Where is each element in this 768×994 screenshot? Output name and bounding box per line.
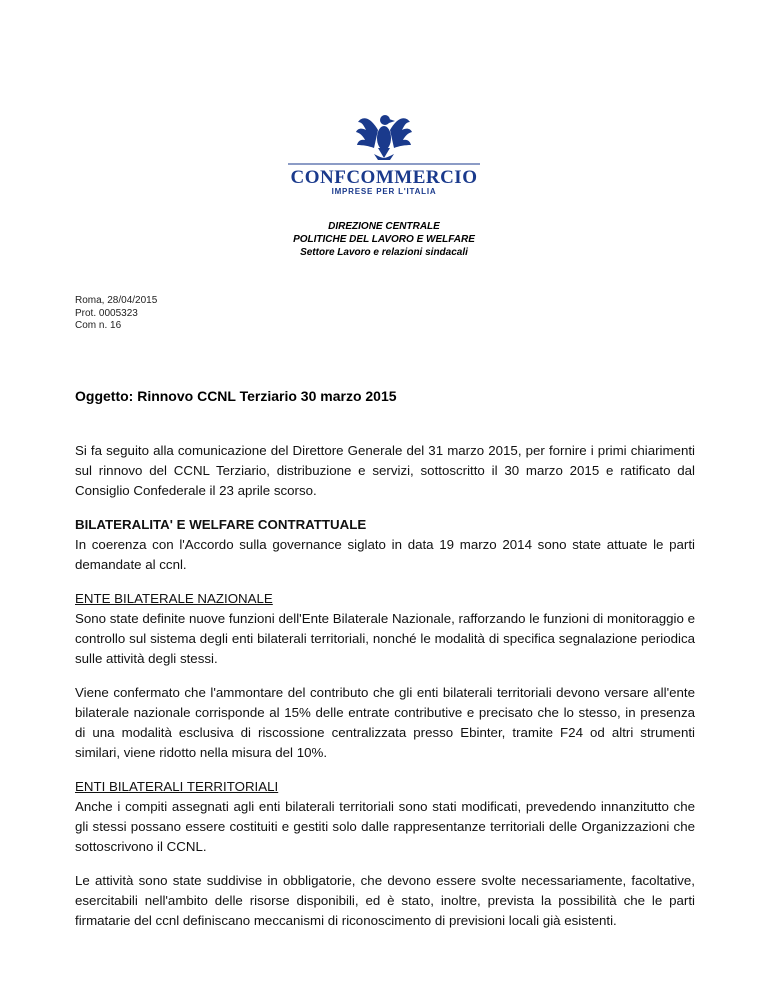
header-line-2: POLITICHE DEL LAVORO E WELFARE xyxy=(293,234,475,245)
reference-block xyxy=(75,295,157,333)
subject-line: Oggetto: Rinnovo CCNL Terziario 30 marzo 2015 xyxy=(75,388,397,404)
confcommercio-logo xyxy=(286,108,482,200)
section-paragraph-bilateralita: In coerenza con l'Accordo sulla governance siglato in data 19 marzo 2014 sono state attuate le parti demandate al ccnl. xyxy=(75,537,695,572)
subheading-enti-territoriali: ENTI BILATERALI TERRITORIALI xyxy=(75,779,279,794)
logo-wordmark: CONFCOMMERCIO xyxy=(290,167,478,188)
paragraph-enti-territoriali-2: Le attività sono state suddivise in obbligatorie, che devono essere svolte necessariamente, facoltative, esercitabili nell'ambito delle risorse disponibili, ed è stato, inoltre, prevista la possibilità che le parti firmatarie del ccnl definiscano meccanismi di riconoscimento di previsioni locali già esistenti. xyxy=(75,873,695,928)
paragraph-enti-territoriali-1: Anche i compiti assegnati agli enti bilaterali territoriali sono stati modificati, prevedendo innanzitutto che gli stessi possano essere costituiti e gestiti solo dalle rappresentanze territoriali delle Organizzazioni che sottoscrivono il CCNL. xyxy=(75,799,695,854)
ref-protocol: Prot. 0005323 xyxy=(75,307,138,319)
ref-date: Roma, 28/04/2015 xyxy=(75,295,158,306)
section-heading-bilateralita: BILATERALITA' E WELFARE CONTRATTUALE xyxy=(75,517,367,532)
header-line-3: Settore Lavoro e relazioni sindacali xyxy=(300,247,468,258)
department-header xyxy=(0,220,768,259)
header-line-1: DIREZIONE CENTRALE xyxy=(328,221,440,232)
eagle-emblem-icon xyxy=(286,108,482,200)
letter-body xyxy=(75,441,695,931)
ref-communication-number: Com n. 16 xyxy=(75,320,122,331)
subheading-ente-nazionale: ENTE BILATERALE NAZIONALE xyxy=(75,591,273,606)
paragraph-ente-nazionale-2: Viene confermato che l'ammontare del contributo che gli enti bilaterali territoriali devono versare all'ente bilaterale nazionale corrisponde al 15% delle entrate contributive e precisato che lo stesso, in presenza di una modalità esclusiva di riscossione centralizzata presso Ebinter, tramite F24 od altri strumenti similari, viene ridotto nella misura del 10%. xyxy=(75,685,695,760)
intro-paragraph: Si fa seguito alla comunicazione del Direttore Generale del 31 marzo 2015, per fornire i primi chiarimenti sul rinnovo del CCNL Terziario, distribuzione e servizi, sottoscritto il 30 marzo 2015 e ratificato dal Consiglio Confederale il 23 aprile scorso. xyxy=(75,443,695,498)
paragraph-ente-nazionale-1: Sono state definite nuove funzioni dell'Ente Bilaterale Nazionale, rafforzando le funzioni di monitoraggio e controllo sul sistema degli enti bilaterali territoriali, nonché le modalità di specifica segnalazione periodica sulle attività degli stessi. xyxy=(75,611,695,666)
logo-tagline: IMPRESE PER L'ITALIA xyxy=(331,187,437,196)
